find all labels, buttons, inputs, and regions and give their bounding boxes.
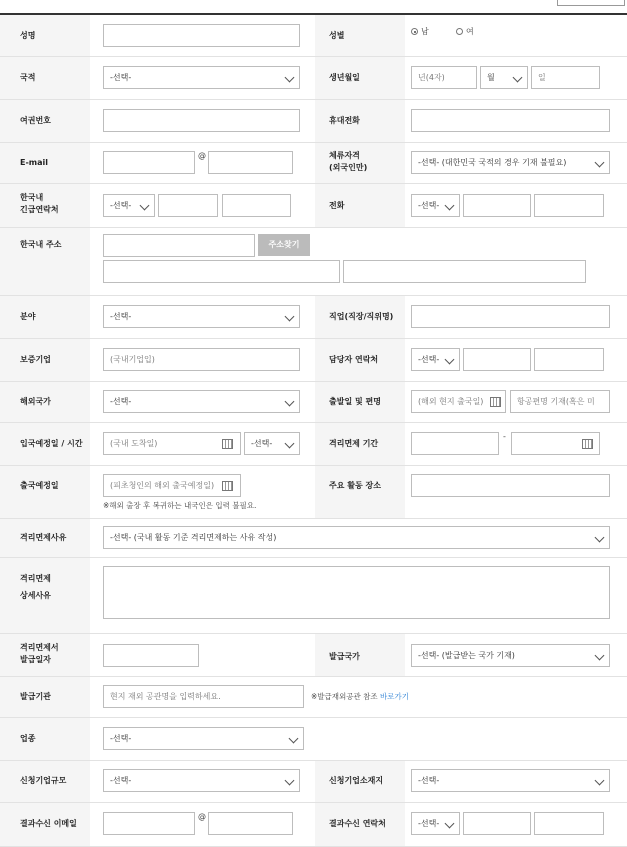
stay-label-line1: 체류자격 bbox=[329, 151, 360, 160]
row-name-gender bbox=[0, 15, 627, 57]
reason-select[interactable]: -선택- (국내 활동 기준 격리면제하는 사유 작성) bbox=[103, 526, 610, 549]
calendar-icon[interactable] bbox=[490, 397, 501, 407]
address-label: 한국내 주소 bbox=[20, 240, 62, 249]
main-place-input[interactable] bbox=[411, 474, 610, 497]
gender-male-radio[interactable] bbox=[411, 28, 418, 35]
row-reason bbox=[0, 519, 627, 558]
manager-prefix-select[interactable]: -선택- bbox=[411, 348, 460, 371]
company-size-select[interactable]: -선택- bbox=[103, 769, 300, 792]
gender-label: 성별 bbox=[329, 31, 345, 40]
row-issue-date-country bbox=[0, 634, 627, 677]
top-action-button[interactable] bbox=[557, 0, 625, 6]
emergency-mid-input[interactable] bbox=[158, 194, 218, 217]
manager-last-input[interactable] bbox=[534, 348, 604, 371]
field-select[interactable]: -선택- bbox=[103, 305, 300, 328]
issue-country-label: 발급국가 bbox=[329, 652, 360, 661]
application-form bbox=[0, 13, 627, 847]
calendar-icon[interactable] bbox=[582, 439, 593, 449]
entry-label: 입국예정일 / 시간 bbox=[20, 439, 83, 448]
row-email-stay bbox=[0, 143, 627, 184]
industry-select[interactable]: -선택- bbox=[103, 727, 304, 750]
gender-female-label: 여 bbox=[466, 27, 474, 36]
result-phone-last-input[interactable] bbox=[534, 812, 604, 835]
nationality-label: 국적 bbox=[20, 73, 36, 82]
email-label: E-mail bbox=[20, 158, 49, 167]
flight-number-input[interactable]: 항공편명 기재(혹은 미 bbox=[510, 390, 610, 413]
birth-label: 생년월일 bbox=[329, 73, 360, 82]
mobile-label: 휴대전화 bbox=[329, 116, 360, 125]
exit-date-input[interactable]: (피초청인의 해외 출국예정일) bbox=[103, 474, 241, 497]
issue-date-label-line2: 발급일자 bbox=[20, 655, 51, 664]
phone-last-input[interactable] bbox=[534, 194, 604, 217]
result-email-at-sign: @ bbox=[198, 812, 206, 821]
exempt-end-input[interactable] bbox=[511, 432, 600, 455]
emergency-label-line1: 한국내 bbox=[20, 193, 44, 202]
stay-select[interactable]: -선택- (대한민국 국적의 경우 기재 불필요) bbox=[411, 151, 610, 174]
name-input[interactable] bbox=[103, 24, 300, 47]
row-overseas-departure bbox=[0, 382, 627, 423]
company-size-label: 신청기업규모 bbox=[20, 776, 67, 785]
address-detail-input[interactable] bbox=[343, 260, 586, 283]
job-label: 직업(직장/직위명) bbox=[329, 312, 394, 321]
industry-label: 업종 bbox=[20, 734, 36, 743]
result-phone-prefix-select[interactable]: -선택- bbox=[411, 812, 460, 835]
row-result-contact bbox=[0, 803, 627, 847]
row-address bbox=[0, 228, 627, 296]
exempt-period-label: 격리면제 기간 bbox=[329, 439, 379, 448]
result-phone-mid-input[interactable] bbox=[463, 812, 531, 835]
address-search-button[interactable]: 주소찾기 bbox=[258, 234, 310, 256]
row-exit-place bbox=[0, 466, 627, 519]
issuer-input[interactable]: 현지 재외 공관명을 입력하세요. bbox=[103, 685, 304, 708]
address-main-input[interactable] bbox=[103, 260, 340, 283]
overseas-label: 해외국가 bbox=[20, 397, 51, 406]
guarantor-input[interactable]: (국내기업입) bbox=[103, 348, 300, 371]
result-email-local-input[interactable] bbox=[103, 812, 195, 835]
gender-male-label: 남 bbox=[421, 27, 429, 36]
stay-label-line2: (외국인만) bbox=[329, 163, 368, 172]
emergency-last-input[interactable] bbox=[222, 194, 291, 217]
email-at-sign: @ bbox=[198, 151, 206, 160]
row-company bbox=[0, 761, 627, 803]
main-place-label: 주요 활동 장소 bbox=[329, 481, 381, 490]
exempt-period-separator: - bbox=[503, 432, 506, 441]
birth-day-input[interactable]: 일 bbox=[531, 66, 600, 89]
emergency-label-line2: 긴급연락처 bbox=[20, 205, 59, 214]
issue-date-input[interactable] bbox=[103, 644, 199, 667]
guarantor-label: 보증기업 bbox=[20, 355, 51, 364]
row-guarantor-manager bbox=[0, 339, 627, 382]
row-field-job bbox=[0, 296, 627, 339]
result-phone-label: 결과수신 연락처 bbox=[329, 819, 386, 828]
manager-label: 담당자 연락처 bbox=[329, 355, 379, 364]
issuer-shortcut-link[interactable]: 바로가기 bbox=[380, 692, 410, 701]
birth-year-input[interactable]: 년(4자) bbox=[411, 66, 477, 89]
row-detail bbox=[0, 558, 627, 634]
row-emergency-phone bbox=[0, 184, 627, 228]
email-local-input[interactable] bbox=[103, 151, 195, 174]
issuer-note: ※발급재외공관 참조 바로가기 bbox=[311, 692, 410, 701]
issue-country-select[interactable]: -선택- (발급받는 국가 기재) bbox=[411, 644, 610, 667]
phone-label: 전화 bbox=[329, 201, 345, 210]
issue-date-label-line1: 격리면제서 bbox=[20, 643, 59, 652]
exempt-start-input[interactable] bbox=[411, 432, 499, 455]
gender-female-radio[interactable] bbox=[456, 28, 463, 35]
detail-label-line1: 격리면제 bbox=[20, 574, 51, 583]
name-label: 성명 bbox=[20, 31, 36, 40]
row-issuer bbox=[0, 677, 627, 718]
manager-mid-input[interactable] bbox=[463, 348, 531, 371]
entry-date-input[interactable]: (국내 도착일) bbox=[103, 432, 241, 455]
job-input[interactable] bbox=[411, 305, 610, 328]
calendar-icon[interactable] bbox=[222, 439, 233, 449]
row-industry bbox=[0, 718, 627, 761]
exit-label: 출국예정일 bbox=[20, 481, 59, 490]
company-location-select[interactable]: -선택- bbox=[411, 769, 610, 792]
departure-label: 출발일 및 편명 bbox=[329, 397, 381, 406]
detail-textarea[interactable] bbox=[103, 566, 610, 619]
mobile-input[interactable] bbox=[411, 109, 610, 132]
birth-month-select[interactable]: 월 bbox=[480, 66, 528, 89]
exit-note: ※해외 출장 후 복귀하는 내국인은 입력 불필요. bbox=[103, 501, 257, 510]
passport-label: 여권번호 bbox=[20, 116, 51, 125]
result-email-domain-input[interactable] bbox=[208, 812, 293, 835]
phone-prefix-select[interactable]: -선택- bbox=[411, 194, 460, 217]
issuer-label: 발급기관 bbox=[20, 692, 51, 701]
address-zip-input[interactable] bbox=[103, 234, 255, 257]
reason-label: 격리면제사유 bbox=[20, 533, 67, 542]
departure-date-input[interactable]: (해외 현지 출국일) bbox=[411, 390, 506, 413]
phone-mid-input[interactable] bbox=[463, 194, 531, 217]
company-location-label: 신청기업소재지 bbox=[329, 776, 384, 785]
email-domain-input[interactable] bbox=[208, 151, 293, 174]
result-email-label: 결과수신 이메일 bbox=[20, 819, 77, 828]
row-entry-exempt bbox=[0, 423, 627, 466]
nationality-select[interactable]: -선택- bbox=[103, 66, 300, 89]
entry-time-select[interactable]: -선택- bbox=[244, 432, 300, 455]
detail-label-line2: 상세사유 bbox=[20, 591, 51, 600]
passport-input[interactable] bbox=[103, 109, 300, 132]
row-passport-mobile bbox=[0, 100, 627, 143]
emergency-prefix-select[interactable]: -선택- bbox=[103, 194, 155, 217]
calendar-icon[interactable] bbox=[222, 481, 233, 491]
field-label: 분야 bbox=[20, 312, 36, 321]
row-nationality-birth bbox=[0, 57, 627, 100]
overseas-select[interactable]: -선택- bbox=[103, 390, 300, 413]
